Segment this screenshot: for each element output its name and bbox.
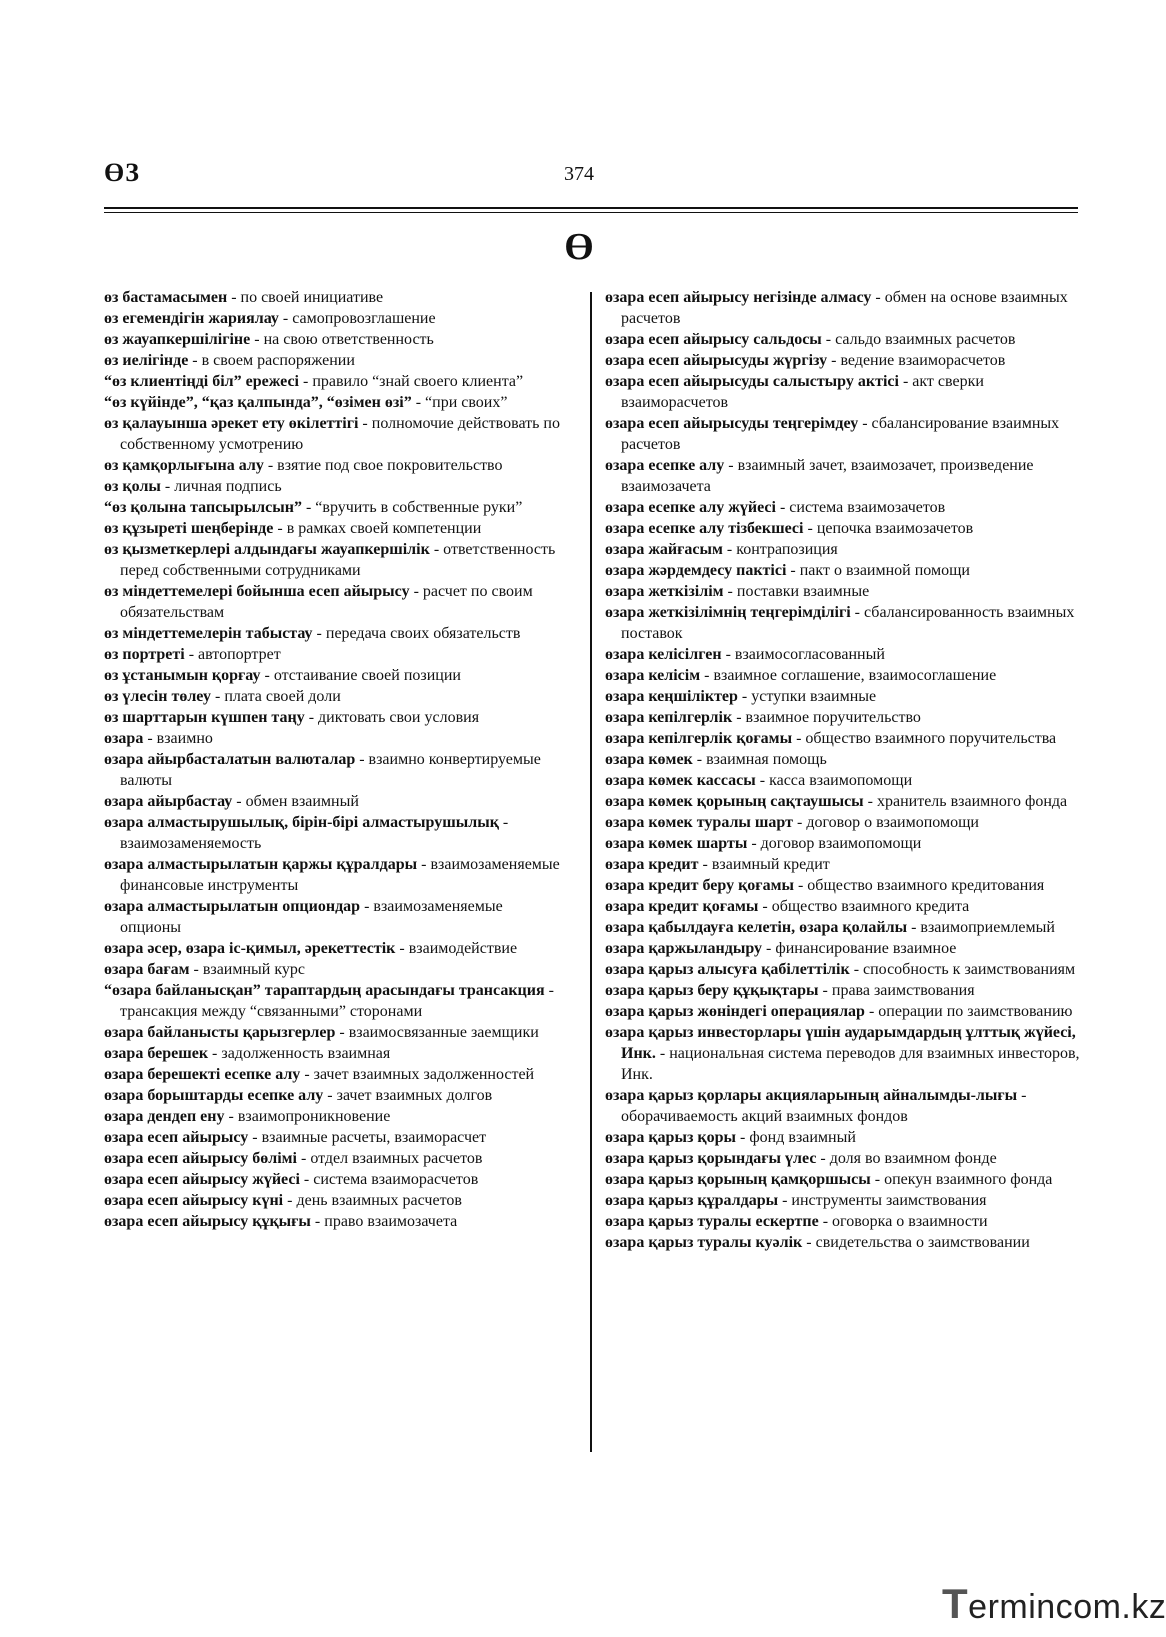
dictionary-entry [605, 938, 1083, 959]
dictionary-entry [104, 707, 564, 728]
entry-term: өзара жайғасым [605, 541, 723, 558]
entry-term: өз үлесін төлеу [104, 688, 212, 705]
entry-term: өзара көмек кассасы [605, 772, 756, 789]
dictionary-entry [104, 1169, 564, 1190]
entry-term: өзара жеткізілім [605, 583, 724, 600]
dictionary-entry [104, 287, 564, 308]
entry-definition: - взаимозаменяемые финансовые инструменты [120, 856, 560, 894]
dictionary-entry [605, 371, 1083, 413]
entry-definition: - общество взаимного поручительства [792, 730, 1057, 747]
entry-term: өз ұстанымын қорғау [104, 667, 261, 684]
dictionary-entry [605, 1085, 1083, 1127]
entry-definition: - финансирование взаимное [762, 940, 957, 957]
entry-term: өзара әсер, өзара іс-қимыл, әрекеттестік [104, 940, 396, 957]
entry-definition: - ответственность перед собственными сотрудниками [120, 541, 556, 579]
entry-definition: - в рамках своей компетенции [273, 520, 482, 537]
entry-definition: - взаимно конвертируемые валюты [120, 751, 541, 789]
entry-definition: - взаимный зачет, взаимозачет, произведение взаимозачета [621, 457, 1034, 495]
dictionary-entry [104, 623, 564, 644]
entry-definition: - фонд взаимный [735, 1129, 856, 1146]
entry-term: өзара есепке алу [605, 457, 725, 474]
entry-definition: - право взаимозачета [310, 1213, 458, 1230]
entry-term: өзара қарыз қорындағы үлес [605, 1150, 817, 1167]
entry-definition: - доля во взаимном фонде [816, 1150, 997, 1167]
entry-term: өзара есепке алу жүйесі [605, 499, 776, 516]
dictionary-entry [605, 833, 1083, 854]
dictionary-entry [104, 392, 564, 413]
entry-term: өзара байланысты қарызгерлер [104, 1024, 336, 1041]
entry-term: өзара қарыз қорлары акцияларының айналымды-лығы [605, 1087, 1018, 1104]
entry-definition: - взятие под свое покровительство [263, 457, 503, 474]
entry-term: өзара көмек қорының сақтаушысы [605, 793, 864, 810]
entry-definition: - система взаимозачетов [775, 499, 946, 516]
dictionary-entry [605, 350, 1083, 371]
entry-term: өз егемендігін жариялау [104, 310, 279, 327]
entry-term: “өзара байланысқан” тараптардың арасындағы трансакция [104, 982, 545, 999]
dictionary-entry [104, 896, 564, 938]
entry-definition: - взаимосвязанные заемщики [335, 1024, 539, 1041]
dictionary-entry [605, 1148, 1083, 1169]
entry-definition: - поставки взаимные [723, 583, 870, 600]
entry-term: өзара көмек шарты [605, 835, 748, 852]
entry-definition: - общество взаимного кредитования [793, 877, 1045, 894]
header-rule [104, 207, 1078, 209]
left-column [104, 287, 564, 1232]
entry-term: өзара қабылдауға келетін, өзара қолайлы [605, 919, 908, 936]
entry-term: өз бастамасымен [104, 289, 228, 306]
dictionary-entry [104, 308, 564, 329]
watermark-o: o [1073, 1588, 1093, 1626]
entry-definition: - оборачиваемость акций взаимных фондов [621, 1087, 1027, 1125]
entry-definition: - плата своей доли [211, 688, 341, 705]
entry-definition: - трансакция между “связанными” сторонами [120, 982, 554, 1020]
entry-term: өзара қарыз туралы ескертпе [605, 1213, 819, 1230]
dictionary-entry [605, 1001, 1083, 1022]
entry-term: өзара кредит қоғамы [605, 898, 759, 915]
entry-definition: - взаимодействие [395, 940, 518, 957]
dictionary-entry [104, 665, 564, 686]
entry-definition: - личная подпись [160, 478, 282, 495]
dictionary-entry [104, 791, 564, 812]
entry-definition: - касса взаимопомощи [755, 772, 913, 789]
dictionary-entry [605, 413, 1083, 455]
entry-definition: - взаимные расчеты, взаиморасчет [248, 1129, 487, 1146]
dictionary-entry [104, 812, 564, 854]
dictionary-entry [104, 329, 564, 350]
dictionary-entry [104, 644, 564, 665]
dictionary-entry [104, 1211, 564, 1232]
entry-definition: - цепочка взаимозачетов [803, 520, 974, 537]
entry-definition: - на свою ответственность [250, 331, 434, 348]
entry-term: өз міндеттемелерін табыстау [104, 625, 313, 642]
entry-term: өзара есеп айырысу жүйесі [104, 1171, 300, 1188]
entry-definition: - уступки взаимные [737, 688, 877, 705]
entry-term: өзара дендеп ену [104, 1108, 225, 1125]
dictionary-entry [104, 371, 564, 392]
dictionary-entry [605, 980, 1083, 1001]
entry-definition: - система взаиморасчетов [299, 1171, 479, 1188]
dictionary-entry [104, 1085, 564, 1106]
dictionary-entry [104, 518, 564, 539]
entry-term: өз қызметкерлері алдындағы жауапкершілік [104, 541, 430, 558]
dictionary-entry [104, 854, 564, 896]
entry-definition: - свидетельства о заимствовании [802, 1234, 1030, 1251]
entry-term: өзара алмастырылатын опциондар [104, 898, 361, 915]
dictionary-entry [104, 539, 564, 581]
dictionary-entry [605, 959, 1083, 980]
entry-term: өзара борыштарды есепке алу [104, 1087, 324, 1104]
dictionary-entry [104, 455, 564, 476]
section-letter: Ө [564, 226, 594, 268]
entry-term: өзара айырбастау [104, 793, 233, 810]
entry-term: өз қолы [104, 478, 161, 495]
entry-definition: - отдел взаимных расчетов [297, 1150, 483, 1167]
dictionary-entry [605, 1022, 1083, 1085]
dictionary-entry [605, 686, 1083, 707]
entry-definition: - правило “знай своего клиента” [298, 373, 524, 390]
entry-term: өзара келісім [605, 667, 701, 684]
entry-definition: - взаимосогласованный [721, 646, 885, 663]
dictionary-entry [104, 959, 564, 980]
entry-definition: - операции по заимствованию [864, 1003, 1073, 1020]
entry-term: өзара есеп айырысуды жүргізу [605, 352, 828, 369]
dictionary-entry [104, 476, 564, 497]
entry-term: “өз клиентіңді біл” ережесі [104, 373, 299, 390]
entry-term: өзара берешек [104, 1045, 209, 1062]
entry-definition: - обмен взаимный [232, 793, 359, 810]
entry-term: өз қамқорлығына алу [104, 457, 264, 474]
entry-definition: - ведение взаиморасчетов [827, 352, 1006, 369]
entry-term: өзара қарыз қорының қамқоршысы [605, 1171, 871, 1188]
entry-term: өз қалауынша әрекет ету өкілеттігі [104, 415, 359, 432]
dictionary-entry [605, 770, 1083, 791]
entry-term: өзара қарыз беру құқықтары [605, 982, 819, 999]
dictionary-entry [605, 560, 1083, 581]
entry-term: өзара есеп айырысу негізінде алмасу [605, 289, 872, 306]
dictionary-entry [104, 1064, 564, 1085]
dictionary-entry [605, 728, 1083, 749]
dictionary-entry [605, 455, 1083, 497]
entry-definition: - “при своих” [411, 394, 508, 411]
dictionary-entry [104, 980, 564, 1022]
entry-term: өзара келісілген [605, 646, 722, 663]
dictionary-entry [605, 1190, 1083, 1211]
dictionary-entry [104, 581, 564, 623]
entry-definition: - расчет по своим обязательствам [120, 583, 533, 621]
dictionary-entry [605, 917, 1083, 938]
entry-definition: - сбалансирование взаимных расчетов [621, 415, 1060, 453]
entry-definition: - сальдо взаимных расчетов [821, 331, 1016, 348]
entry-definition: - зачет взаимных долгов [323, 1087, 493, 1104]
entry-term: өзара есеп айырысуды теңгерімдеу [605, 415, 859, 432]
entry-definition: - опекун взаимного фонда [870, 1171, 1053, 1188]
entry-definition: - день взаимных расчетов [283, 1192, 462, 1209]
entry-term: өзара есеп айырысу күні [104, 1192, 284, 1209]
entry-term: өзара қарыз алысуға қабілеттілік [605, 961, 850, 978]
entry-term: өзара көмек [605, 751, 693, 768]
entry-definition: - взаимное поручительство [732, 709, 921, 726]
entry-term: өзара қарыз жөніндегі операциялар [605, 1003, 865, 1020]
entry-term: өзара көмек туралы шарт [605, 814, 793, 831]
dictionary-entry [104, 1022, 564, 1043]
entry-term: өзара берешекті есепке алу [104, 1066, 301, 1083]
dictionary-entry [104, 350, 564, 371]
entry-term: өзара алмастырушылық, бірін-бірі алмастырушылық [104, 814, 499, 831]
entry-definition: - взаимная помощь [692, 751, 827, 768]
entry-definition: - национальная система переводов для взаимных инвесторов, Инк. [621, 1045, 1080, 1083]
entry-definition: - взаимопроникновение [224, 1108, 391, 1125]
entry-term: “өз күйінде”, “қаз қалпында”, “өзімен өзі” [104, 394, 412, 411]
page-number: 374 [564, 163, 594, 185]
dictionary-entry [605, 1127, 1083, 1148]
dictionary-entry [104, 497, 564, 518]
entry-definition: - “вручить в собственные руки” [301, 499, 523, 516]
entry-term: өзара бағам [104, 961, 190, 978]
entry-definition: - полномочие действовать по собственному усмотрению [120, 415, 560, 453]
dictionary-entry [104, 728, 564, 749]
entry-definition: - обмен на основе взаимных расчетов [621, 289, 1068, 327]
entry-definition: - права заимствования [818, 982, 975, 999]
entry-term: өзара қарыз инвесторлары үшін аударымдардың ұлттық жүйесі, Инк. [605, 1024, 1076, 1062]
entry-definition: - взаимоприемлемый [907, 919, 1055, 936]
entry-term: “өз қолына тапсырылсын” [104, 499, 302, 516]
entry-term: өз құзыреті шеңберінде [104, 520, 274, 537]
dictionary-entry [605, 329, 1083, 350]
entry-term: өз портреті [104, 646, 185, 663]
entry-term: өзара есепке алу тізбекшесі [605, 520, 804, 537]
entry-definition: - сбалансированность взаимных поставок [621, 604, 1075, 642]
entry-definition: - зачет взаимных задолженностей [300, 1066, 535, 1083]
entry-definition: - общество взаимного кредита [758, 898, 970, 915]
watermark-text: erminc [968, 1588, 1074, 1626]
entry-term: өзара кредит беру қоғамы [605, 877, 794, 894]
entry-definition: - акт сверки взаиморасчетов [621, 373, 984, 411]
dictionary-entry [104, 1190, 564, 1211]
dictionary-entry [605, 644, 1083, 665]
watermark-first-letter: T [942, 1580, 969, 1627]
entry-term: өзара есеп айырысу бөлімі [104, 1150, 297, 1167]
header-rule-thin [104, 212, 1078, 213]
entry-definition: - оговорка о взаимности [818, 1213, 988, 1230]
dictionary-entry [605, 665, 1083, 686]
entry-definition: - контрапозиция [722, 541, 838, 558]
entry-term: өзара кредит [605, 856, 699, 873]
entry-definition: - в своем распоряжении [188, 352, 355, 369]
entry-definition: - пакт о взаимной помощи [786, 562, 970, 579]
entry-term: өзара есеп айырысу [104, 1129, 249, 1146]
entry-definition: - инструменты заимствования [778, 1192, 987, 1209]
entry-definition: - самопровозглашение [278, 310, 436, 327]
entry-term: өзара кеңшіліктер [605, 688, 738, 705]
dictionary-entry [605, 1232, 1083, 1253]
dictionary-entry [605, 749, 1083, 770]
entry-definition: - автопортрет [184, 646, 281, 663]
dictionary-entry [605, 497, 1083, 518]
dictionary-entry [605, 518, 1083, 539]
entry-term: өз міндеттемелері бойынша есеп айырысу [104, 583, 410, 600]
entry-term: өзара алмастырылатын қаржы құралдары [104, 856, 418, 873]
entry-definition: - передача своих обязательств [312, 625, 521, 642]
dictionary-entry [104, 749, 564, 791]
entry-term: өзара кепілгерлік [605, 709, 733, 726]
entry-definition: - взаимно [143, 730, 213, 747]
dictionary-entry [104, 1127, 564, 1148]
dictionary-entry [104, 1148, 564, 1169]
dictionary-entry [605, 602, 1083, 644]
entry-term: өз жауапкершілігіне [104, 331, 251, 348]
entry-definition: - взаимный кредит [698, 856, 830, 873]
running-head: ӨЗ [104, 158, 140, 187]
entry-term: өзара есеп айырысу құқығы [104, 1213, 311, 1230]
dictionary-entry [605, 854, 1083, 875]
entry-definition: - взаимозаменяемые опционы [120, 898, 503, 936]
entry-term: өз иелігінде [104, 352, 189, 369]
entry-term: өзара қарыз туралы куәлік [605, 1234, 803, 1251]
entry-term: өз шарттарын күшпен таңу [104, 709, 305, 726]
dictionary-entry [104, 938, 564, 959]
dictionary-entry [605, 896, 1083, 917]
entry-definition: - взаимозаменяемость [120, 814, 509, 852]
dictionary-entry [605, 812, 1083, 833]
column-divider [590, 292, 592, 1452]
entry-term: өзара жәрдемдесу пактісі [605, 562, 787, 579]
entry-term: өзара кепілгерлік қоғамы [605, 730, 793, 747]
entry-definition: - способность к заимствованиям [849, 961, 1076, 978]
dictionary-entry [605, 791, 1083, 812]
dictionary-entry [605, 581, 1083, 602]
dictionary-entry [104, 1043, 564, 1064]
dictionary-entry [605, 539, 1083, 560]
entry-term: өзара айырбасталатын валюталар [104, 751, 356, 768]
entry-definition: - взаимный курс [189, 961, 306, 978]
entry-term: өзара есеп айырысуды салыстыру актісі [605, 373, 899, 390]
dictionary-entry [104, 413, 564, 455]
entry-term: өзара қарыз қоры [605, 1129, 736, 1146]
entry-definition: - отстаивание своей позиции [260, 667, 461, 684]
dictionary-entry [605, 287, 1083, 329]
dictionary-entry [104, 686, 564, 707]
dictionary-entry [104, 1106, 564, 1127]
dictionary-entry [605, 1169, 1083, 1190]
entry-term: өзара есеп айырысу сальдосы [605, 331, 822, 348]
entry-definition: - договор взаимопомощи [747, 835, 922, 852]
entry-term: өзара қарыз құралдары [605, 1192, 779, 1209]
entry-definition: - хранитель взаимного фонда [863, 793, 1068, 810]
entry-definition: - взаимное соглашение, взаимосоглашение [700, 667, 997, 684]
termincom-watermark [942, 1580, 1166, 1628]
dictionary-entry [605, 1211, 1083, 1232]
dictionary-entry [605, 707, 1083, 728]
entry-definition: - договор о взаимопомощи [792, 814, 979, 831]
right-column [605, 287, 1083, 1253]
watermark-suffix: m.kz [1092, 1588, 1166, 1626]
entry-definition: - задолженность взаимная [208, 1045, 391, 1062]
entry-term: өзара [104, 730, 144, 747]
entry-definition: - диктовать свои условия [304, 709, 480, 726]
dictionary-entry [605, 875, 1083, 896]
entry-term: өзара қаржыландыру [605, 940, 763, 957]
entry-term: өзара жеткізілімнің теңгерімділігі [605, 604, 851, 621]
entry-definition: - по своей инициативе [227, 289, 384, 306]
